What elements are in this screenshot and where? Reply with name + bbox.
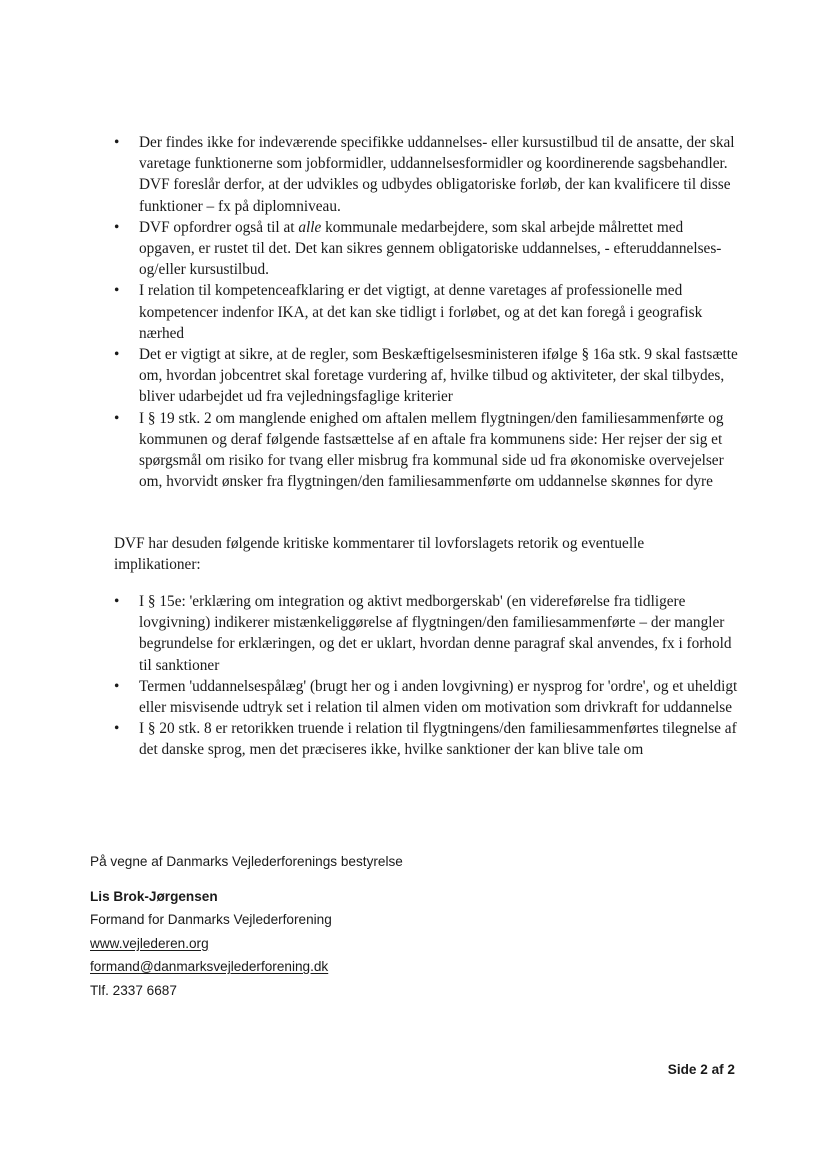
bullet-icon: • xyxy=(114,346,120,364)
on-behalf-line: På vegne af Danmarks Vejlederforenings bestyrelse xyxy=(90,854,403,869)
list-item-text: Det er vigtigt at sikre, at de regler, som Beskæftigelsesministeren ifølge § 16a stk. 9 skal fastsætte om, hvordan jobcentret skal foretage vurdering af, hvilke tilbud og aktiviteter, der skal tilbydes, bliver udarbejdet ud fra vejledningsfaglige kriterier xyxy=(139,346,738,406)
list-item xyxy=(114,217,742,281)
signature-block xyxy=(90,850,590,1002)
website-link[interactable]: www.vejlederen.org xyxy=(90,935,209,951)
bullet-icon: • xyxy=(114,720,120,738)
list-item xyxy=(114,676,742,718)
list-item-text: Termen 'uddannelsespålæg' (brugt her og i anden lovgivning) er nysprog for 'ordre', og et uheldigt eller misvisende udtryk set i relation til almen viden om motivation som drivkraft for uddannelse xyxy=(139,677,738,717)
signer-name: Lis Brok-Jørgensen xyxy=(90,888,218,904)
emphasized-word: alle xyxy=(298,218,322,236)
list-item-text: I § 19 stk. 2 om manglende enighed om aftalen mellem flygtningen/den familiesammenførte og kommunen og deraf følgende fastsættelse af en aftale fra kommunens side: Her rejser der sig et spørgsmål om risiko for tvang eller misbrug fra kommunal side ud fra økonomiske overvejelser om, hvorvidt ønsker fra flygtningen/den familiesammenførte om uddannelse skønnes for dyre xyxy=(139,409,724,491)
list-item-text: Der findes ikke for indeværende specifikke uddannelses- eller kursustilbud til de ansatte, der skal varetage funktionerne som jobformidler, uddannelsesformidler og koordinerende sagsbehandler. DVF foreslår derfor, at der udvikles og udbydes obligatoriske forløb, der kan kvalificere til disse funktioner – fx på diplomniveau. xyxy=(139,134,735,215)
email-link[interactable]: formand@danmarksvejlederforening.dk xyxy=(90,959,329,974)
phone-number: Tlf. 2337 6687 xyxy=(90,982,177,998)
list-item-text xyxy=(139,219,721,278)
bullet-icon: • xyxy=(114,677,120,695)
list-item xyxy=(114,344,742,408)
list-item xyxy=(114,408,742,493)
list-item-text-start: DVF opfordrer også til at xyxy=(139,218,299,236)
page-number: Side 2 af 2 xyxy=(667,1062,735,1077)
critical-comments-list xyxy=(114,591,742,761)
list-item xyxy=(114,718,742,760)
list-item-text-end: kommunale medarbejdere, som skal arbejde målrettet med opgaven, er rustet til det. Det kan sikres gennem obligatoriske uddannelses, - efteruddannelses- og/eller kursustilbud. xyxy=(139,218,722,279)
signer-role: Formand for Danmarks Vejlederforening xyxy=(90,912,332,927)
critical-comments-intro: DVF har desuden følgende kritiske kommentarer til lovforslagets retorik og eventuelle implikationer: xyxy=(114,535,645,574)
list-item-text: I § 20 stk. 8 er retorikken truende i relation til flygtningens/den familiesammenførtes tilegnelse af det danske sprog, men det præciseres ikke, hvilke sanktioner der kan blive tale om xyxy=(139,720,737,759)
bullet-icon: • xyxy=(114,218,120,236)
list-item xyxy=(114,132,742,217)
list-item xyxy=(114,280,742,344)
bullet-icon: • xyxy=(114,282,120,300)
list-item-text: I § 15e: 'erklæring om integration og aktivt medborgerskab' (en videreførelse fra tidligere lovgivning) indikerer mistænkeliggørelse af flygtningen/den familiesammenførte – der mangler begrundelse for erklæringen, og det er uklart, hvordan denne paragraf skal anvendes, fx i forhold til sanktioner xyxy=(139,593,732,674)
list-item-text: I relation til kompetenceafklaring er det vigtigt, at denne varetages af professionelle med kompetencer indenfor IKA, at det kan ske tidligt i forløbet, og at det kan foregå i geografisk nærhed xyxy=(139,282,703,342)
bullet-icon: • xyxy=(114,134,120,151)
bullet-icon: • xyxy=(114,593,120,610)
list-item xyxy=(114,591,742,676)
bullet-icon: • xyxy=(114,409,120,427)
recommendations-list xyxy=(114,132,742,492)
